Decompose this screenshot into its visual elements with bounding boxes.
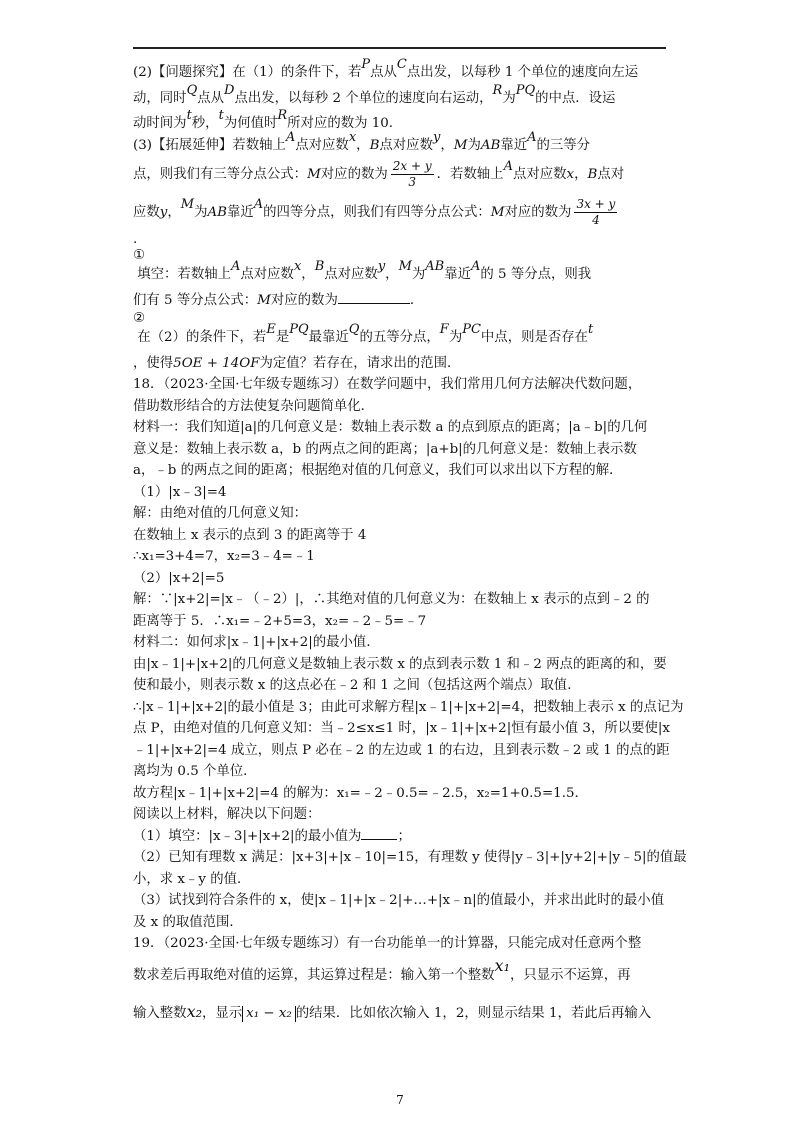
text: （1）|x﹣3|=4 xyxy=(133,484,227,500)
var-M: M xyxy=(257,292,271,308)
text: （1）填空：|x﹣3|+|x+2|的最小值为 xyxy=(133,828,362,844)
var-B: B xyxy=(314,259,325,274)
q18-material2-line2 xyxy=(133,675,673,697)
q18-material2-line7 xyxy=(133,783,673,805)
text: （2）|x+2|=5 xyxy=(133,570,225,586)
document-body xyxy=(133,57,687,1031)
text: 的中点．设运 xyxy=(535,90,616,106)
text: 是 xyxy=(275,330,290,345)
text: 靠近 xyxy=(500,137,528,153)
var-A: A xyxy=(503,159,513,174)
text: 点对应数 xyxy=(240,267,294,282)
fraction-numerator: 2x + y xyxy=(392,159,432,173)
text: 为 xyxy=(194,205,208,220)
text: 点对应数 xyxy=(295,137,349,153)
text: 点从 xyxy=(197,90,225,106)
fraction-quadrisection xyxy=(574,197,617,228)
text: ∴|x﹣1|+|x+2|的最小值是 3；由此可求解方程|x﹣1|+|x+2|=4，把数轴上表示 x 的点记为 xyxy=(133,699,684,715)
header-rule xyxy=(133,47,666,49)
text: ，使得 xyxy=(133,355,174,371)
var-t: t xyxy=(218,108,224,123)
text: ， xyxy=(301,267,315,282)
var-A: A xyxy=(527,129,537,145)
text: ． xyxy=(409,292,424,308)
q18-question2-line2 xyxy=(133,869,673,891)
q18-material1-line1 xyxy=(133,417,673,439)
text: 的五等分点， xyxy=(359,330,440,345)
text: 对应的数为 xyxy=(270,292,338,308)
q17-part2-line1 xyxy=(133,57,673,84)
text: 意义是：数轴上表示数 a，b 的两点之间的距离；|a+b|的几何意义是：数轴上表示数 xyxy=(133,441,637,457)
var-AB: AB xyxy=(425,259,445,274)
text: 为 xyxy=(502,90,516,106)
text: ， xyxy=(167,205,181,220)
var-x: x xyxy=(293,259,302,274)
text: 最靠近 xyxy=(308,330,349,345)
q19-line1 xyxy=(133,933,673,955)
text: ， xyxy=(356,137,370,153)
q18-material1-line2 xyxy=(133,439,673,461)
q17-sub1-line2 xyxy=(133,290,673,312)
text: . xyxy=(133,232,138,247)
q18-question3-line2 xyxy=(133,912,673,934)
var-D: D xyxy=(224,82,235,98)
page-number: 7 xyxy=(396,1093,404,1107)
q17-part2-line2 xyxy=(133,82,673,110)
q18-question1 xyxy=(133,826,673,848)
text: 数求差后再取绝对值的运算，其运算过程是：输入第一个整数 xyxy=(133,967,495,983)
text: 解：由绝对值的几何意义知： xyxy=(133,506,308,521)
text: ，只显示不运算，再 xyxy=(509,967,631,983)
circled-one: ① xyxy=(133,248,146,263)
var-AB: AB xyxy=(207,205,227,220)
text: 材料二：如何求|x﹣1|+|x+2|的最小值． xyxy=(133,635,380,650)
text: 及 x 的取值范围． xyxy=(133,914,243,930)
text: 动，同时 xyxy=(133,90,187,106)
q18-material2-line4 xyxy=(133,718,673,740)
var-t: t xyxy=(588,322,594,337)
var-M: M xyxy=(180,197,195,212)
answer-blank[interactable] xyxy=(361,827,397,840)
q18-example2-step2 xyxy=(133,611,673,633)
text: ， xyxy=(385,267,399,282)
q17-part2-line3 xyxy=(133,108,673,135)
var-F: F xyxy=(439,322,449,337)
q18-heading-line1 xyxy=(133,374,673,396)
var-PC: PC xyxy=(462,322,481,337)
var-y: y xyxy=(432,129,441,145)
var-P: P xyxy=(361,57,371,72)
var-B: B xyxy=(369,137,380,153)
text: ， xyxy=(440,137,454,153)
text: 由|x﹣1|+|x+2|的几何意义是数轴上表示数 x 的点到表示数 1 和﹣2 两点的距离的和，要 xyxy=(133,656,667,672)
answer-blank[interactable] xyxy=(338,291,410,304)
text: 靠近 xyxy=(226,205,254,220)
q18-material1-line3 xyxy=(133,460,673,482)
var-t: t xyxy=(186,108,192,123)
text: 点 P，由绝对值的几何意义知：当﹣2≤x≤1 时，|x﹣1|+|x+2|恒有最小值 3，所以要使|x xyxy=(133,721,670,736)
var-C: C xyxy=(396,57,407,72)
var-M: M xyxy=(490,205,505,220)
text: 故方程|x﹣1|+|x+2|=4 的解为：x₁=﹣2﹣0.5=﹣2.5，x₂=1+0.5=1.5． xyxy=(133,785,588,801)
text: 为 xyxy=(411,267,426,282)
fraction-trisection xyxy=(391,159,434,190)
text: 点对应数 xyxy=(512,167,567,182)
var-x: x xyxy=(348,129,357,145)
q18-material2-line1 xyxy=(133,654,673,676)
var-M: M xyxy=(307,167,321,182)
q17-part3-line3 xyxy=(133,194,673,232)
var-A: A xyxy=(471,259,481,274)
text: 点对应数 xyxy=(379,137,433,153)
text: 点出发，以每秒 1 个单位的速度向左运 xyxy=(406,65,639,80)
q18-material2-line5 xyxy=(133,740,673,762)
text: 小，求 x﹣y 的值． xyxy=(133,871,251,887)
var-x2: x₂ xyxy=(186,1001,202,1021)
q18-example1-step1 xyxy=(133,503,673,525)
fraction-numerator: 3x + y xyxy=(576,197,616,211)
text: ．若数轴上 xyxy=(436,167,504,182)
text: ﹣1|+|x+2|=4 成立，则点 P 必在﹣2 的左边或 1 的右边，且到表示数﹣2 或 1 的点的距 xyxy=(133,742,670,758)
q17-sub2-line1 xyxy=(133,322,673,349)
var-R: R xyxy=(277,108,288,123)
var-AB: AB xyxy=(480,137,501,153)
q18-question3-line1 xyxy=(133,890,673,912)
var-Q: Q xyxy=(348,322,360,337)
text: 为何值时 xyxy=(223,116,278,131)
text: 在数轴上 x 表示的点到 3 的距离等于 4 xyxy=(133,527,367,543)
q18-example1-step2 xyxy=(133,525,673,547)
text: （3）试找到符合条件的 x，使|x﹣1|+|x﹣2|+…+|x﹣n|的值最小，并求出此时的最小值 xyxy=(133,893,665,908)
q18-question2-line1 xyxy=(133,847,687,869)
text: 的三等分 xyxy=(536,137,591,153)
q17-part3-line2 xyxy=(133,156,673,194)
text: 应数 xyxy=(133,205,160,220)
text: 距离等于 5．∴x₁=﹣2+5=3，x₂=﹣2﹣5=﹣7 xyxy=(133,613,427,629)
q18-example1 xyxy=(133,482,673,504)
text: 输入整数 xyxy=(133,1005,187,1021)
var-A: A xyxy=(231,259,241,274)
q18-material2 xyxy=(133,632,673,654)
text: （2）已知有理数 x 满足：|x+3|+|x﹣10|=15，有理数 y 使得|y﹣3|+|y+2|+|y﹣5|的值最 xyxy=(133,850,687,865)
text: 中点，则是否存在 xyxy=(480,330,589,345)
var-x1: x₁ xyxy=(494,955,510,975)
var-PQ: PQ xyxy=(289,322,309,337)
var-B: B xyxy=(587,167,598,182)
text: 填空：若数轴上 xyxy=(137,267,231,282)
text: 靠近 xyxy=(444,267,471,282)
text: 阅读以上材料，解决以下问题： xyxy=(133,807,321,822)
q19-line3 xyxy=(133,993,673,1031)
q18-example2 xyxy=(133,568,673,590)
text: 的四等分点，则我们有四等分点公式： xyxy=(263,205,491,220)
fraction-denominator: 3 xyxy=(408,175,416,189)
text: 秒， xyxy=(191,116,219,131)
text: 点对应数 xyxy=(324,267,378,282)
text: 材料一：我们知道|a|的几何意义是：数轴上表示数 a 的点到原点的距离；|a﹣b|的几何 xyxy=(133,420,648,435)
q18-read-instruction xyxy=(133,804,673,826)
text: 18．（2023·全国·七年级专题练习）在数学问题中，我们常用几何方法解决代数问题， xyxy=(133,377,642,392)
var-A: A xyxy=(285,129,296,145)
text: 对应的数为 xyxy=(320,167,388,182)
text: 的结果．比如依次输入 1，2，则显示结果 1，若此后再输入 xyxy=(295,1005,652,1021)
text: 解：∵|x+2|=|x﹣（﹣2）|，∴其绝对值的几何意义为：在数轴上 x 表示的点到﹣2 的 xyxy=(133,592,650,607)
absolute-value-expression: x₁ − x₂ xyxy=(242,1006,296,1022)
text: (2)【问题探究】在（1）的条件下，若 xyxy=(133,65,362,80)
q17-sub1-line1 xyxy=(133,259,673,286)
text: ； xyxy=(397,828,411,844)
var-PQ: PQ xyxy=(515,82,536,98)
expression-5OE-14OF: 5OE + 14OF xyxy=(173,355,260,371)
text: 对应的数为 xyxy=(504,205,572,220)
text: 为 xyxy=(467,137,481,153)
text: ， xyxy=(574,167,588,182)
text: 点出发，以每秒 2 个单位的速度向右运动， xyxy=(234,90,493,106)
var-y: y xyxy=(159,205,168,220)
text: 在（2）的条件下，若 xyxy=(137,330,267,345)
text: 为 xyxy=(448,330,463,345)
var-x: x xyxy=(566,167,575,182)
text: 的 5 等分点，则我 xyxy=(480,267,592,282)
var-E: E xyxy=(266,322,276,337)
q18-example1-step3 xyxy=(133,546,673,568)
q17-part3-line1 xyxy=(133,129,673,157)
var-A: A xyxy=(253,197,264,212)
q18-material2-line3 xyxy=(133,697,684,719)
text: a，﹣b 的两点之间的距离；根据绝对值的几何意义，我们可以求出以下方程的解． xyxy=(133,463,623,478)
var-Q: Q xyxy=(186,82,198,98)
q17-sub2-line2 xyxy=(133,353,673,375)
fraction-denominator: 4 xyxy=(592,213,600,227)
text: ，显示 xyxy=(202,1005,243,1021)
text: 点，则我们有三等分点公式： xyxy=(133,167,308,182)
q18-heading-line2 xyxy=(133,396,673,418)
var-M: M xyxy=(398,259,412,274)
text: 使和最小，则表示数 x 的这点必在﹣2 和 1 之间（包括这两个端点）取值． xyxy=(133,678,581,693)
q19-line2 xyxy=(133,955,673,993)
text: ∴x₁=3+4=7，x₂=3﹣4=﹣1 xyxy=(133,549,315,564)
text: 们有 5 等分点公式： xyxy=(133,292,258,308)
var-M: M xyxy=(453,137,468,153)
text: 借助数形结合的方法使复杂问题简单化． xyxy=(133,398,375,414)
text: 点对 xyxy=(597,167,625,182)
text: 点从 xyxy=(370,65,397,80)
text: 离均为 0.5 个单位． xyxy=(133,764,257,779)
circled-two: ② xyxy=(133,311,146,326)
text: 为定值？若存在，请求出的范围． xyxy=(259,355,461,371)
var-R: R xyxy=(492,82,503,98)
var-y: y xyxy=(377,259,386,274)
q18-example2-step1 xyxy=(133,589,673,611)
text: 19．（2023·全国·七年级专题练习）有一台功能单一的计算器，只能完成对任意两个整 xyxy=(133,936,642,951)
text: 所对应的数为 10． xyxy=(287,116,403,131)
q18-material2-line6 xyxy=(133,761,673,783)
text: (3)【拓展延伸】若数轴上 xyxy=(133,137,286,153)
q17-part3-period xyxy=(133,232,673,248)
text: 动时间为 xyxy=(133,116,187,131)
